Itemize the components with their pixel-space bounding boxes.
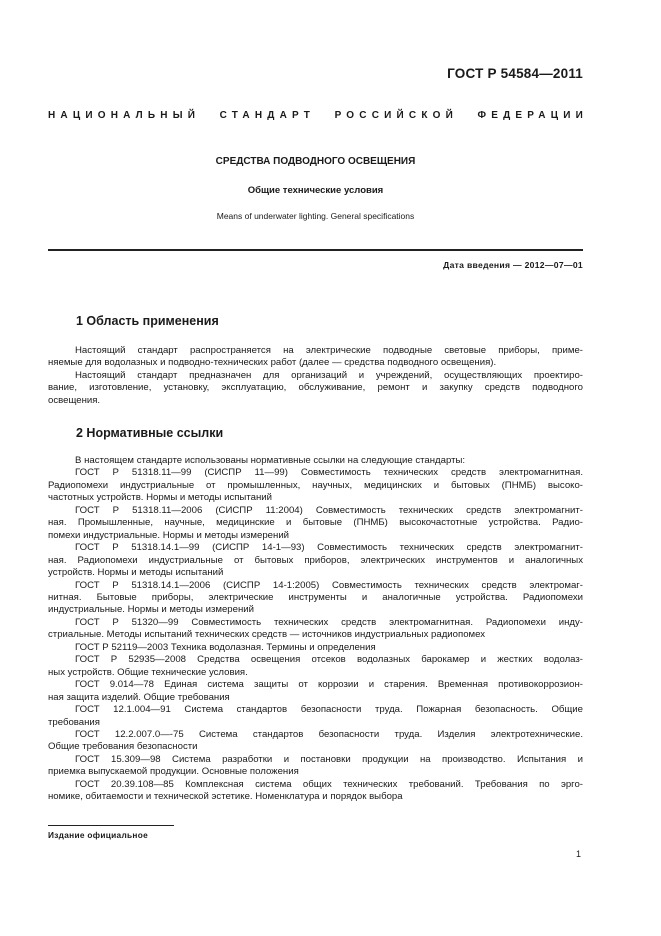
section-1-heading: 1 Область применения: [76, 314, 219, 328]
reference-line: ГОСТ Р 51318.14.1—2006 (СИСПР 14-1:2005) Совместимость технических средств электромаг-: [75, 579, 583, 591]
reference-line: требования: [48, 716, 100, 728]
document-code: ГОСТ Р 54584—2011: [447, 66, 583, 81]
reference-line: помехи индустриальные. Нормы и методы измерений: [48, 529, 290, 541]
paragraph-line: освещения.: [48, 394, 101, 406]
reference-line: ГОСТ 20.39.108—85 Комплексная система общих технических требований. Требования по эрго-: [75, 778, 583, 790]
reference-line: ГОСТ 15.309—98 Система разработки и постановки продукции на производство. Испытания и: [75, 753, 583, 765]
footer-divider: [48, 825, 174, 826]
reference-line: ГОСТ Р 51318.11—99 (СИСПР 11—99) Совместимость технических средств электромагнитная.: [75, 467, 583, 479]
reference-line: индустриальные. Нормы и методы измерений: [48, 604, 254, 616]
reference-line: ГОСТ 12.1.004—91 Система стандартов безопасности труда. Пожарная безопасность. Общие: [75, 704, 583, 716]
reference-line: ГОСТ Р 52119—2003 Техника водолазная. Термины и определения: [75, 641, 376, 653]
reference-line: ГОСТ Р 52935—2008 Средства освещения отсеков водолазных барокамер и жестких водолаз-: [75, 654, 583, 666]
reference-line: Радиопомехи индустриальные от промышленных, научных, медицинских и бытовых (ПНМБ) высоко-: [48, 479, 583, 491]
paragraph-line: Настоящий стандарт распространяется на электрические подводные световые приборы, приме-: [75, 345, 583, 356]
english-title: Means of underwater lighting. General specifications: [216, 211, 415, 221]
reference-line: ных устройств. Общие технические условия.: [48, 666, 248, 678]
reference-line: ГОСТ Р 51318.11—2006 (СИСПР 11:2004) Совместимость технических средств электромагнит-: [75, 504, 583, 516]
banner-word: ФЕДЕРАЦИИ: [477, 110, 588, 121]
section-2-body: [48, 455, 583, 804]
banner-word: СТАНДАРТ: [219, 110, 316, 121]
banner-word: РОССИЙСКОЙ: [334, 110, 458, 121]
national-standard-banner: [48, 110, 588, 121]
banner-word: НАЦИОНАЛЬНЫЙ: [48, 110, 201, 121]
reference-line: устройств. Нормы и методы испытаний: [48, 567, 224, 579]
reference-line: частотных устройств. Нормы и методы испытаний: [48, 492, 272, 504]
section-1-body: [48, 345, 583, 407]
reference-line: нитная. Бытовые приборы, электрические инструменты и аналогичные устройства. Радиопомехи: [48, 591, 583, 603]
reference-line: ная защита изделий. Общие требования: [48, 691, 230, 703]
reference-line: ная. Промышленные, научные, медицинские и бытовые (ПНМБ) высокочастотные устройства. Радио-: [48, 517, 583, 529]
paragraph-line: Настоящий стандарт предназначен для организаций и учреждений, осуществляющих проектиро-: [75, 369, 583, 381]
reference-line: ГОСТ Р 51320—99 Совместимость технических средств электромагнитная. Радиопомехи инду-: [75, 616, 583, 628]
section-2-heading: 2 Нормативные ссылки: [76, 426, 224, 440]
reference-line: ГОСТ Р 51318.14.1—99 (СИСПР 14-1—93) Совместимость технических средств электромагнит-: [75, 542, 583, 554]
paragraph-line: вание, изготовление, установку, эксплуатацию, обслуживание, ремонт и закупку средств подводного: [48, 382, 583, 394]
reference-line: номике, обитаемости и технической эстетике. Номенклатура и порядок выбора: [48, 791, 403, 803]
introduction-date: Дата введения — 2012—07—01: [443, 260, 583, 270]
document-subtitle: Общие технические условия: [247, 185, 384, 196]
page-number: 1: [575, 849, 581, 859]
reference-line: ГОСТ 12.2.007.0—-75 Система стандартов безопасности труда. Изделия электротехнические.: [75, 728, 583, 740]
official-edition-label: Издание официальное: [48, 830, 149, 840]
reference-line: Общие требования безопасности: [48, 741, 198, 753]
reference-line: ная. Радиопомехи индустриальные от бытовых приборов, электрических инструментов и аналогичных: [48, 554, 583, 566]
reference-line: приемка выпускаемой продукции. Основные положения: [48, 766, 299, 778]
paragraph-line: няемые для водолазных и подводно-технических работ (далее — средства подводного освещения).: [48, 357, 497, 369]
paragraph-line: В настоящем стандарте использованы нормативные ссылки на следующие стандарты:: [75, 455, 466, 466]
document-title: СРЕДСТВА ПОДВОДНОГО ОСВЕЩЕНИЯ: [215, 156, 416, 167]
title-divider: [48, 249, 583, 251]
reference-line: ГОСТ 9.014—78 Единая система защиты от коррозии и старения. Временная противокоррозион-: [75, 679, 583, 691]
reference-line: стриальные. Методы испытаний технических средств — источников индустриальных радиопомех: [48, 629, 486, 641]
